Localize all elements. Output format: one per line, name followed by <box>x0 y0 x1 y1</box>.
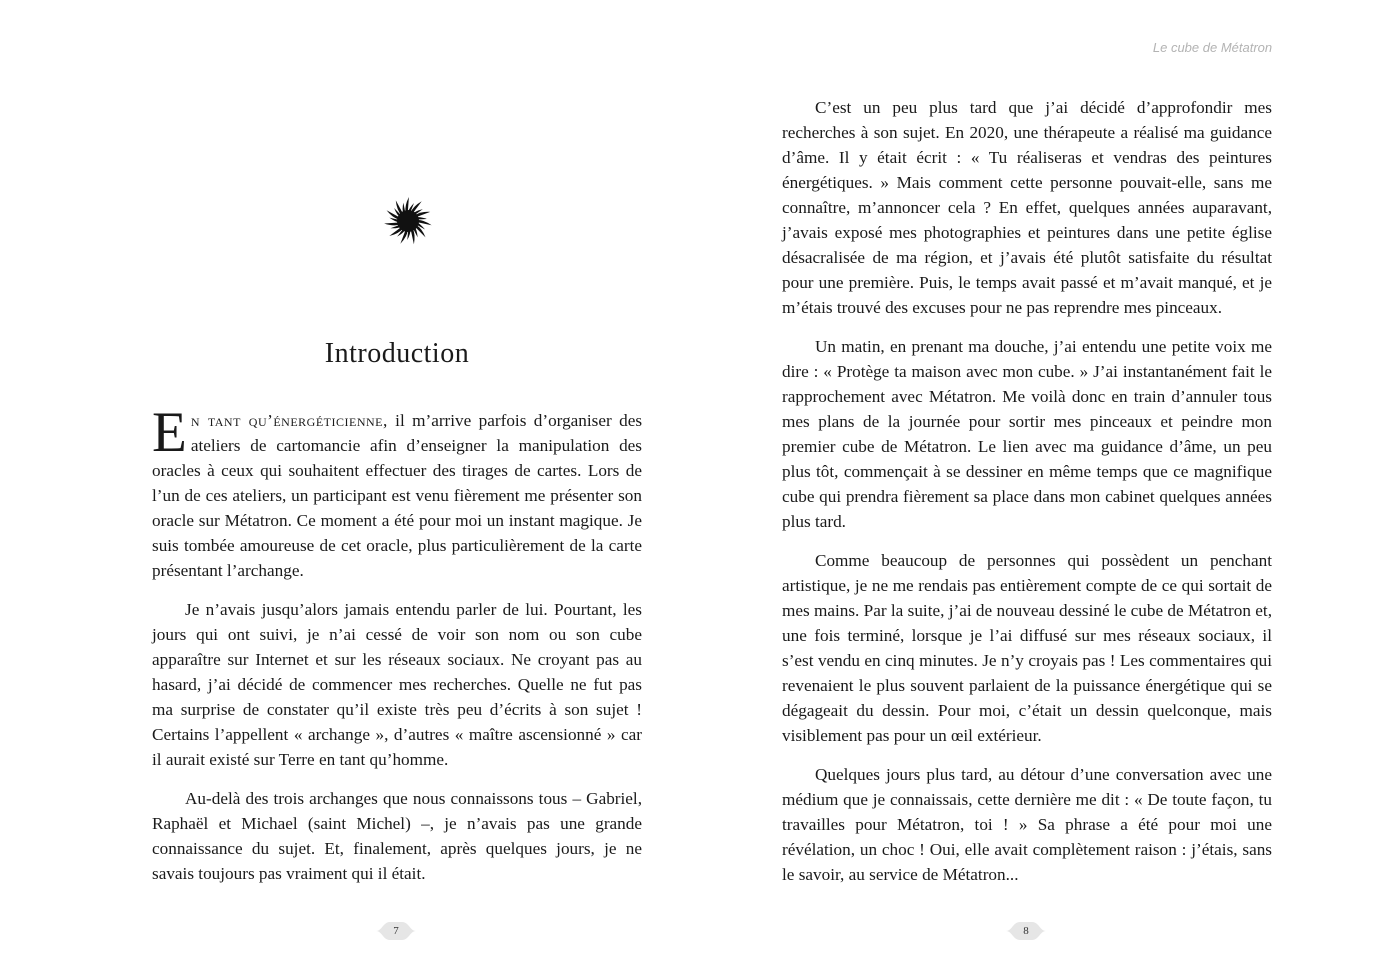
running-title: Le cube de Métatron <box>1152 40 1273 55</box>
paragraph: C’est un peu plus tard que j’ai décidé d’approfondir mes recherches à son sujet. En 2020, une thérapeute a réalisé ma guidance d’âme. Il y était écrit : « Tu réaliseras et vendras des peintures énergétiques. » Mais comment cette personne pouvait-elle, sans me connaître, m’annoncer cela ? En effet, quelques années auparavant, j’avais exposé mes photographies et peintures dans une petite église désacralisée de ma région, et j’avais été plutôt satisfaite du résultat pour une première. Puis, le temps avait passé et m’avait manqué, et je m’étais trouvé des excuses pour ne pas reprendre mes pinceaux. <box>782 98 1272 317</box>
opening-smallcaps: n tant qu’énergéticienne, <box>190 411 388 430</box>
left-text-column <box>152 401 643 900</box>
right-page <box>700 0 1400 980</box>
page-number: 7 <box>393 925 399 937</box>
opening-paragraph <box>152 401 643 583</box>
page-number-badge <box>1004 918 1048 944</box>
right-text-column <box>782 95 1272 901</box>
running-head <box>700 40 1400 55</box>
opening-text: il m’arrive parfois d’organiser des ateliers de cartomancie afin d’enseigner la manipulation des oracles à ceux qui souhaitent effectuer des tirages de cartes. Lors de l’un de ces ateliers, un participant est venu fièrement me présenter son oracle sur Métatron. Ce moment a été pour moi un instant magique. Je suis tombée amoureuse de cet oracle, plus particulièrement de la carte présentant l’archange. <box>152 411 643 580</box>
sun-ornament-icon <box>383 196 433 246</box>
page-number: 8 <box>1023 925 1029 937</box>
page-number-badge <box>374 918 418 944</box>
paragraph: Au-delà des trois archanges que nous connaissons tous – Gabriel, Raphaël et Michael (saint Michel) –, je n’avais pas une grande connaissance du sujet. Et, finalement, après quelques jours, je ne savais toujours pas vraiment qui il était. <box>152 789 642 883</box>
paragraph: Un matin, en prenant ma douche, j’ai entendu une petite voix me dire : « Protège ta maison avec mon cube. » J’ai instantanément fait le rapprochement avec Métatron. Me voilà donc en train d’annuler tous mes plans de la journée pour sortir mes pinceaux et peindre mon premier cube de Métatron. Le lien avec ma guidance d’âme, un peu plus tôt, commençait à se dessiner en même temps que ce magnifique cube qui prendra fièrement sa place dans mon cabinet quelques années plus tard. <box>782 337 1272 531</box>
chapter-title: Introduction <box>324 338 470 369</box>
paragraph: Quelques jours plus tard, au détour d’une conversation avec une médium que je connaissais, cette dernière me dit : « De toute façon, tu travailles pour Métatron, toi ! » Sa phrase a été pour moi une révélation, un choc ! Oui, elle avait complètement raison : j’étais, sans le savoir, au service de Métatron... <box>782 765 1272 884</box>
drop-cap: E <box>152 401 187 464</box>
paragraph: Comme beaucoup de personnes qui possèdent un penchant artistique, je ne me rendais pas entièrement compte de ce qui sortait de mes mains. Par la suite, j’ai de nouveau dessiné le cube de Métatron et, une fois terminé, lorsque je l’ai diffusé sur mes réseaux sociaux, il s’est vendu en cinq minutes. Je n’y croyais pas ! Les commentaires qui revenaient le plus souvent parlaient de la puissance énergétique qui se dégageait du dessin. Pour moi, c’était un dessin quelconque, mais visiblement pas pour un œil extérieur. <box>782 551 1272 745</box>
paragraph: Je n’avais jusqu’alors jamais entendu parler de lui. Pourtant, les jours qui ont suivi, je n’ai cessé de voir son nom ou son cube apparaître sur Internet et sur les réseaux sociaux. Ne croyant pas au hasard, j’ai décidé de commencer mes recherches. Quelle ne fut pas ma surprise de constater qu’il existe très peu d’écrits à son sujet ! Certains l’appellent « archange », d’autres « maître ascensionné » car il aurait existé sur Terre en tant qu’homme. <box>152 600 642 769</box>
